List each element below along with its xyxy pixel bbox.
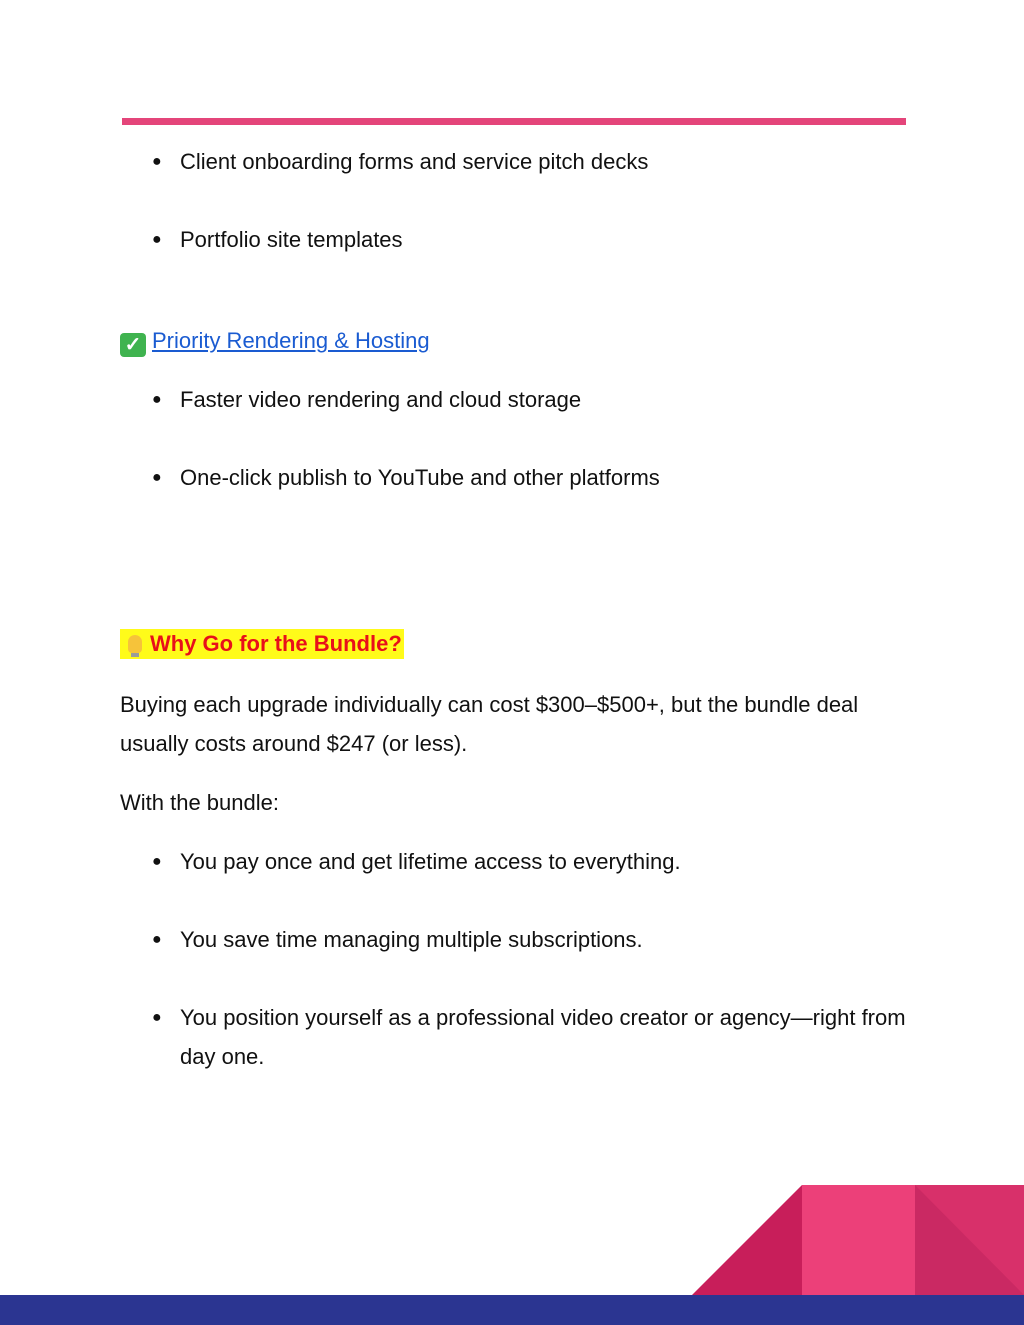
list-item-text: You pay once and get lifetime access to everything. (180, 849, 681, 874)
list-item-text: Faster video rendering and cloud storage (180, 387, 582, 412)
footer-triangle-left (692, 1185, 802, 1295)
footer-bar (0, 1295, 1024, 1325)
list-item-text: Portfolio site templates (180, 227, 403, 252)
list-item-text: You position yourself as a professional video creator or agency—right from day one. (180, 1005, 906, 1069)
list-item-text: You save time managing multiple subscriptions. (180, 927, 643, 952)
bullet-icon: ● (152, 931, 162, 948)
bundle-intro: With the bundle: (120, 790, 279, 815)
bullet-icon: ● (152, 153, 162, 170)
bundle-heading-text: Why Go for the Bundle? (150, 631, 402, 656)
list-item-text: One-click publish to YouTube and other platforms (180, 465, 660, 490)
bullet-icon: ● (152, 469, 162, 486)
bullet-icon: ● (152, 231, 162, 248)
list-item-text: Client onboarding forms and service pitch decks (180, 149, 649, 174)
white-check-mark-icon: ✓ (120, 333, 146, 357)
bullet-icon: ● (152, 853, 162, 870)
bundle-paragraph: Buying each upgrade individually can cost $300–$500+, but the bundle deal usually costs around $247 (or less). (120, 692, 859, 756)
bullet-icon: ● (152, 391, 162, 408)
bullet-icon: ● (152, 1009, 162, 1026)
footer-block-center (802, 1185, 915, 1295)
priority-rendering-link-label: Priority Rendering & Hosting (152, 328, 430, 353)
